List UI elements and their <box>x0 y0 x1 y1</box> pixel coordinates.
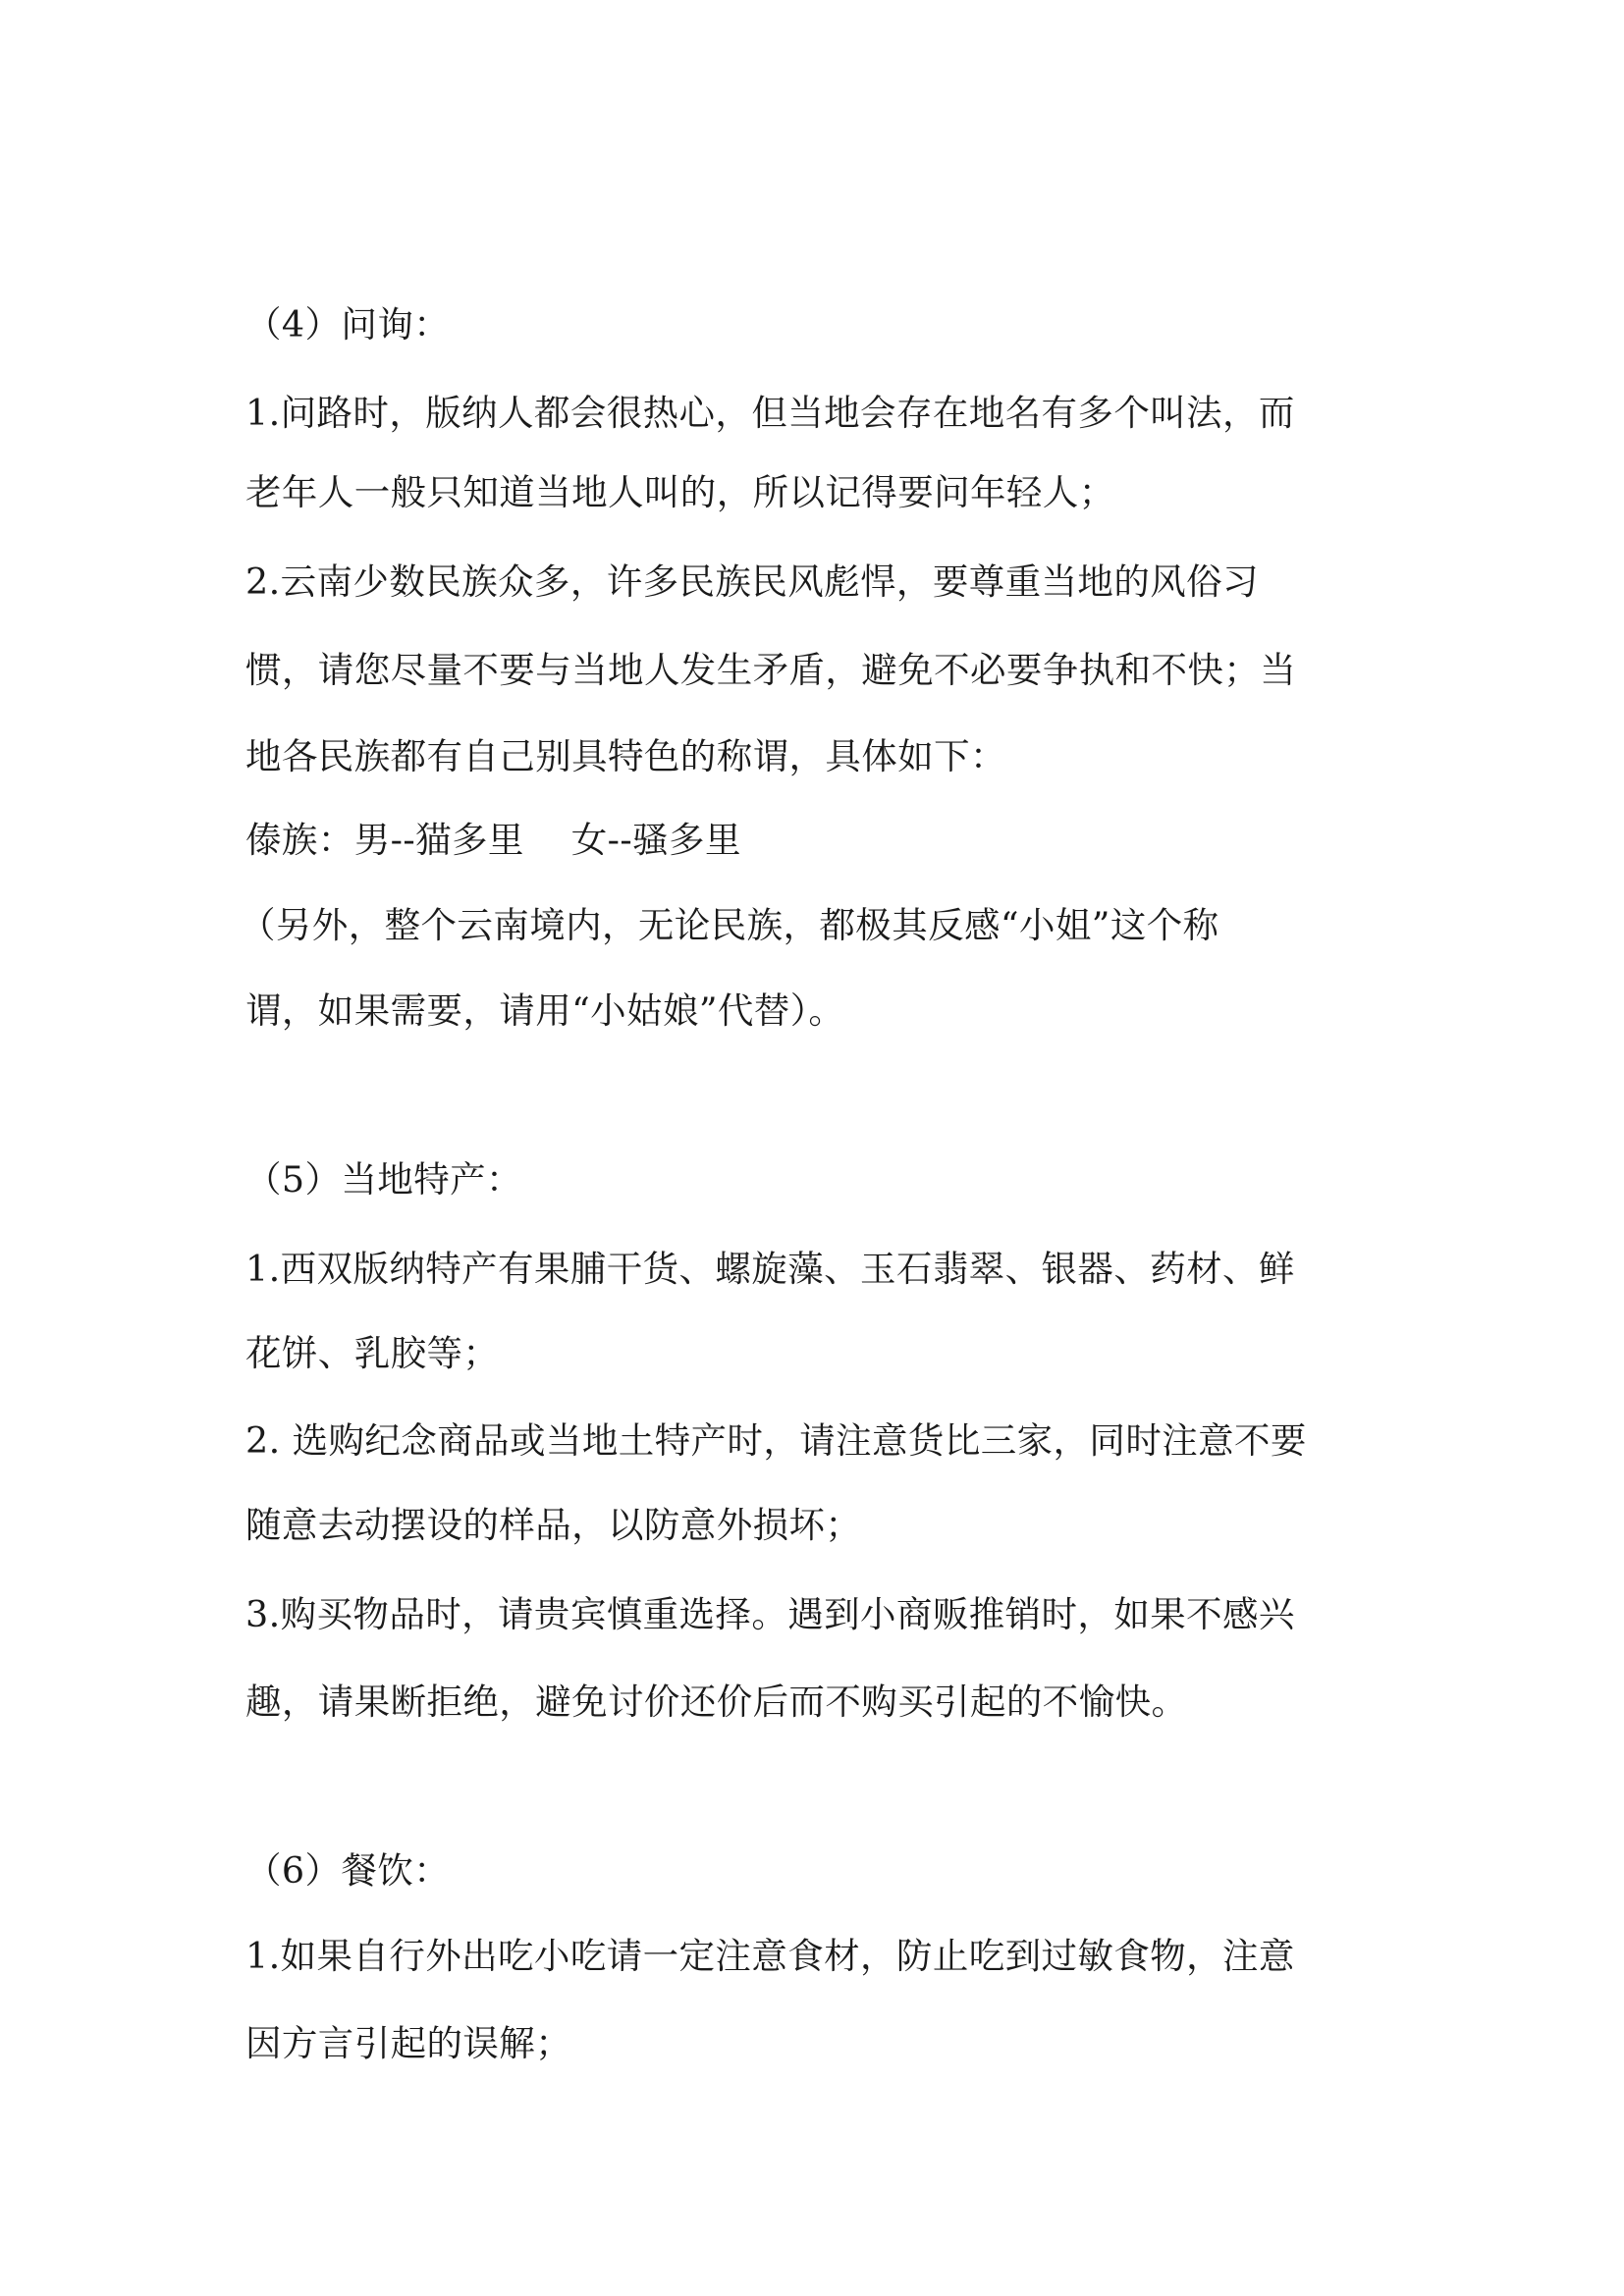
paragraph-line: 1.如果自行外出吃小吃请一定注意食材，防止吃到过敏食物，注意 <box>245 1935 1295 1977</box>
paragraph-line: （另外，整个云南境内，无论民族，都极其反感“小姐”这个称 <box>240 904 1219 946</box>
paragraph-line: 3.购买物品时，请贵宾慎重选择。遇到小商贩推销时，如果不感兴 <box>245 1593 1295 1635</box>
paragraph-line: 趣，请果断拒绝，避免讨价还价后而不购买引起的不愉快。 <box>245 1681 1188 1723</box>
paragraph-line: 傣族：男--猫多里 女--骚多里 <box>245 819 741 861</box>
paragraph-line: 2. 选购纪念商品或当地土特产时，请注意货比三家，同时注意不要 <box>245 1419 1307 1462</box>
paragraph-line: 地各民族都有自己别具特色的称谓，具体如下： <box>245 735 1006 777</box>
paragraph-line: 花饼、乳胶等； <box>245 1332 500 1374</box>
section-heading-dining: （6）餐饮： <box>245 1849 451 1892</box>
paragraph-line: 1.西双版纳特产有果脯干货、螺旋藻、玉石翡翠、银器、药材、鲜 <box>245 1248 1295 1290</box>
paragraph-line: 1.问路时，版纳人都会很热心，但当地会存在地名有多个叫法，而 <box>245 392 1295 434</box>
section-heading-inquiry: （4）问询： <box>245 303 451 346</box>
paragraph-line: 2.云南少数民族众多，许多民族民风彪悍，要尊重当地的风俗习 <box>245 561 1259 603</box>
paragraph-line: 老年人一般只知道当地人叫的，所以记得要问年轻人； <box>245 471 1115 513</box>
paragraph-line: 惯，请您尽量不要与当地人发生矛盾，避免不必要争执和不快；当 <box>245 649 1297 691</box>
paragraph-line: 随意去动摆设的样品，以防意外损坏； <box>245 1504 862 1546</box>
paragraph-line: 谓，如果需要，请用“小姑娘”代替）。 <box>245 989 845 1032</box>
paragraph-line: 因方言引起的误解； <box>245 2022 572 2064</box>
section-heading-local-specialties: （5）当地特产： <box>245 1158 522 1201</box>
